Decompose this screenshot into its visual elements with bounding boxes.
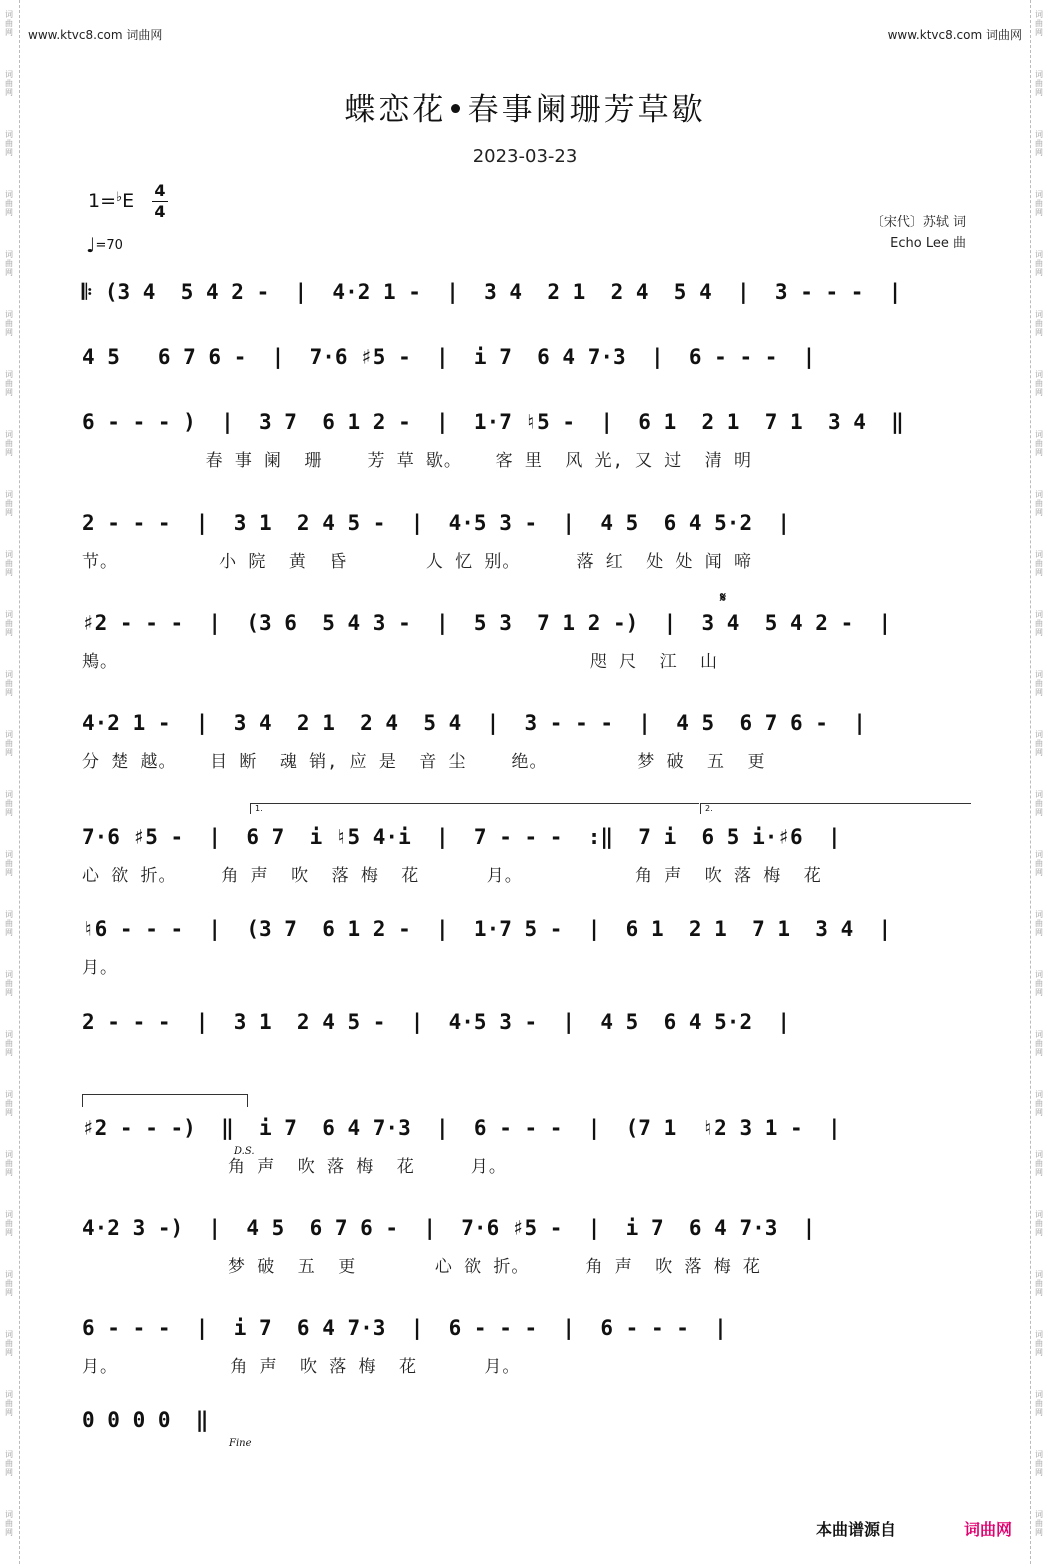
side-watermark-mark: 词 曲 网 bbox=[1035, 910, 1043, 937]
score-system bbox=[0, 1116, 1050, 1176]
lyric-line: 月。 角 声 吹 落 梅 花 月。 bbox=[82, 1357, 521, 1377]
notation-line: 6 - - - | i 7 6 4 7·3 | 6 - - - | 6 - - - | bbox=[82, 1316, 727, 1340]
side-watermark-mark: 词 曲 网 bbox=[5, 190, 13, 217]
key-note: E bbox=[122, 190, 135, 212]
side-watermark-mark: 词 曲 网 bbox=[1035, 610, 1043, 637]
score-system bbox=[0, 410, 1050, 470]
side-watermark-mark: 词 曲 网 bbox=[1035, 130, 1043, 157]
side-watermark-mark: 词 曲 网 bbox=[1035, 490, 1043, 517]
quarter-note-icon: ♩ bbox=[86, 233, 96, 257]
lyric-line: 梦 破 五 更 心 欲 折。 角 声 吹 落 梅 花 bbox=[82, 1257, 761, 1277]
side-watermark-mark: 词 曲 网 bbox=[1035, 190, 1043, 217]
side-watermark-mark: 词 曲 网 bbox=[5, 790, 13, 817]
side-watermark-mark: 词 曲 网 bbox=[5, 130, 13, 157]
side-watermark-mark: 词 曲 网 bbox=[1035, 1150, 1043, 1177]
lyric-line: 春 事 阑 珊 芳 草 歇。 客 里 风 光, 又 过 清 明 bbox=[82, 451, 752, 471]
lyric-line: 心 欲 折。 角 声 吹 落 梅 花 月。 角 声 吹 落 梅 花 bbox=[82, 866, 822, 886]
side-watermark-mark: 词 曲 网 bbox=[1035, 1270, 1043, 1297]
side-watermark-mark: 词 曲 网 bbox=[5, 1150, 13, 1177]
side-watermark-mark: 词 曲 网 bbox=[1035, 250, 1043, 277]
side-watermark-mark: 词 曲 网 bbox=[5, 1270, 13, 1297]
footer-brand-link[interactable]: 词曲网 bbox=[964, 1520, 1013, 1539]
notation-line: ♯2 - - -) ‖ i 7 6 4 7·3 | 6 - - - | (7 1 ♮2 3 1 - | bbox=[82, 1116, 841, 1140]
side-watermark-mark: 词 曲 网 bbox=[5, 730, 13, 757]
score-title: 蝶恋花•春事阑珊芳草歇 bbox=[344, 92, 706, 128]
side-watermark-mark: 词 曲 网 bbox=[1035, 1090, 1043, 1117]
side-watermark-mark: 词 曲 网 bbox=[5, 1090, 13, 1117]
key-prefix: 1= bbox=[88, 190, 117, 212]
side-watermark-mark: 词 曲 网 bbox=[1035, 550, 1043, 577]
flat-symbol: ♭ bbox=[116, 190, 123, 205]
time-bottom: 4 bbox=[154, 202, 166, 221]
notation-line: 0 0 0 0 ‖ bbox=[82, 1408, 209, 1432]
fine-mark: Fine bbox=[229, 1438, 252, 1449]
score-system bbox=[0, 280, 1050, 340]
lyric-line: 角 声 吹 落 梅 花 月。 bbox=[82, 1157, 507, 1177]
side-watermark-mark: 词 曲 网 bbox=[1035, 310, 1043, 337]
notation-line: 4·2 3 -) | 4 5 6 7 6 - | 7·6 ♯5 - | i 7 6 4 7·3 | bbox=[82, 1216, 816, 1240]
score-system bbox=[0, 1010, 1050, 1070]
score-system bbox=[0, 711, 1050, 771]
side-watermark-mark: 词 曲 网 bbox=[1035, 670, 1043, 697]
side-watermark-mark: 词 曲 网 bbox=[5, 1330, 13, 1357]
dal-segno-mark: D.S. bbox=[234, 1146, 255, 1157]
side-watermark-mark: 词 曲 网 bbox=[1035, 70, 1043, 97]
side-watermark-mark: 词 曲 网 bbox=[5, 1210, 13, 1237]
side-watermark-mark: 词 曲 网 bbox=[1035, 1030, 1043, 1057]
score-system bbox=[0, 611, 1050, 671]
volta-1-label: 1. bbox=[255, 804, 263, 813]
side-watermark-mark: 词 曲 网 bbox=[5, 550, 13, 577]
volta-2-label: 2. bbox=[705, 804, 713, 813]
score-system bbox=[0, 1316, 1050, 1376]
notation-line: ♯2 - - - | (3 6 5 4 3 - | 5 3 7 1 2 -) | 3 4 5 4 2 - | bbox=[82, 611, 892, 635]
notation-line: 2 - - - | 3 1 2 4 5 - | 4·5 3 - | 4 5 6 4 5·2 | bbox=[82, 511, 791, 535]
side-watermark-mark: 词 曲 网 bbox=[5, 430, 13, 457]
side-watermark-mark: 词 曲 网 bbox=[5, 910, 13, 937]
score-system bbox=[0, 917, 1050, 977]
side-watermark-mark: 词 曲 网 bbox=[1035, 1510, 1043, 1537]
score-system bbox=[0, 825, 1050, 885]
side-watermark-mark: 词 曲 网 bbox=[5, 1030, 13, 1057]
composer-credit: Echo Lee 曲 bbox=[890, 236, 966, 251]
side-watermark-mark: 词 曲 网 bbox=[5, 610, 13, 637]
side-watermark-mark: 词 曲 网 bbox=[5, 850, 13, 877]
side-watermark-mark: 词 曲 网 bbox=[1035, 10, 1043, 37]
notation-line: 4·2 1 - | 3 4 2 1 2 4 5 4 | 3 - - - | 4 5 6 7 6 - | bbox=[82, 711, 866, 735]
segno-sign: 𝄋 bbox=[720, 590, 727, 606]
side-watermark-mark: 词 曲 网 bbox=[1035, 1330, 1043, 1357]
side-watermark-mark: 词 曲 网 bbox=[1035, 850, 1043, 877]
key-signature bbox=[88, 190, 134, 212]
lyricist-credit: 〔宋代〕苏轼 词 bbox=[870, 215, 966, 230]
time-top: 4 bbox=[154, 181, 166, 200]
lyric-line: 鴂。 咫 尺 江 山 bbox=[82, 652, 719, 672]
side-watermark-mark: 词 曲 网 bbox=[5, 250, 13, 277]
side-watermark-mark: 词 曲 网 bbox=[1035, 1210, 1043, 1237]
side-watermark-mark: 词 曲 网 bbox=[1035, 430, 1043, 457]
score-date: 2023-03-23 bbox=[472, 146, 578, 167]
side-watermark-mark: 词 曲 网 bbox=[1035, 970, 1043, 997]
site-url-left[interactable]: www.ktvc8.com 词曲网 bbox=[28, 28, 163, 42]
side-watermark-mark: 词 曲 网 bbox=[5, 670, 13, 697]
side-watermark-mark: 词 曲 网 bbox=[5, 490, 13, 517]
lyric-line: 分 楚 越。 目 断 魂 销, 应 是 音 尘 绝。 梦 破 五 更 bbox=[82, 752, 766, 772]
tempo-marking bbox=[86, 233, 123, 257]
notation-line: ♮6 - - - | (3 7 6 1 2 - | 1·7 5 - | 6 1 2 1 7 1 3 4 | bbox=[82, 917, 892, 941]
site-url-right[interactable]: www.ktvc8.com 词曲网 bbox=[887, 28, 1022, 42]
side-watermark-mark: 词 曲 网 bbox=[5, 370, 13, 397]
score-system bbox=[0, 345, 1050, 405]
first-ending-bracket bbox=[250, 803, 699, 814]
score-system bbox=[0, 1408, 1050, 1468]
lyric-line: 月。 bbox=[82, 958, 118, 978]
notation-line: 𝄆 (3 4 5 4 2 - | 4·2 1 - | 3 4 2 1 2 4 5 4 | 3 - - - | bbox=[82, 280, 902, 304]
side-watermark-mark: 词 曲 网 bbox=[5, 1510, 13, 1537]
notation-line: 7·6 ♯5 - | 6 7 i ♮5 4·i | 7 - - - :‖ 7 i 6 5 i·♯6 | bbox=[82, 825, 841, 849]
tempo-value: =70 bbox=[95, 238, 123, 253]
notation-line: 6 - - - ) | 3 7 6 1 2 - | 1·7 ♮5 - | 6 1 2 1 7 1 3 4 ‖ bbox=[82, 410, 904, 434]
lyric-line: 节。 小 院 黄 昏 人 忆 别。 落 红 处 处 闻 啼 bbox=[82, 552, 752, 572]
second-ending-bracket bbox=[700, 803, 971, 814]
side-watermark-mark: 词 曲 网 bbox=[1035, 790, 1043, 817]
score-system bbox=[0, 1216, 1050, 1276]
notation-line: 2 - - - | 3 1 2 4 5 - | 4·5 3 - | 4 5 6 4 5·2 | bbox=[82, 1010, 791, 1034]
side-watermark-mark: 词 曲 网 bbox=[1035, 730, 1043, 757]
score-system bbox=[0, 511, 1050, 571]
side-watermark-mark: 词 曲 网 bbox=[5, 310, 13, 337]
side-watermark-mark: 词 曲 网 bbox=[5, 1390, 13, 1417]
side-watermark-mark: 词 曲 网 bbox=[1035, 1450, 1043, 1477]
side-watermark-mark: 词 曲 网 bbox=[5, 970, 13, 997]
ending-bracket-tail bbox=[82, 1094, 248, 1107]
side-watermark-mark: 词 曲 网 bbox=[5, 10, 13, 37]
footer-source-label: 本曲谱源自 bbox=[816, 1520, 897, 1539]
side-watermark-mark: 词 曲 网 bbox=[5, 70, 13, 97]
notation-line: 4 5 6 7 6 - | 7·6 ♯5 - | i 7 6 4 7·3 | 6 - - - | bbox=[82, 345, 816, 369]
credits bbox=[871, 212, 966, 254]
side-watermark-mark: 词 曲 网 bbox=[1035, 370, 1043, 397]
side-watermark-mark: 词 曲 网 bbox=[1035, 1390, 1043, 1417]
side-watermark-mark: 词 曲 网 bbox=[5, 1450, 13, 1477]
time-signature bbox=[150, 182, 170, 221]
